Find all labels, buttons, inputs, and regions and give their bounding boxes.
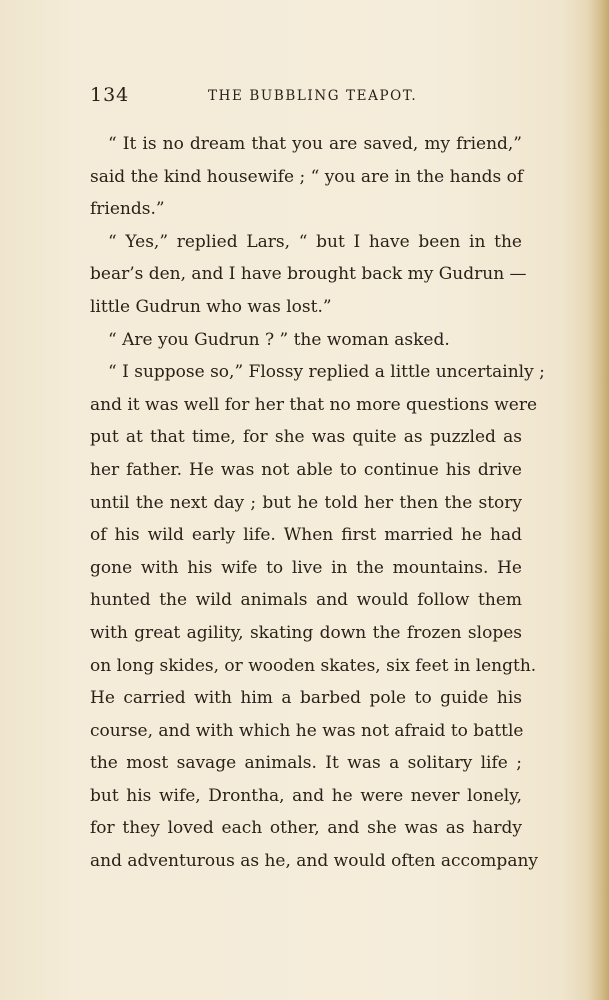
text-line: for they loved each other, and she was as hardy: [90, 818, 522, 839]
text-line: and it was well for her that no more questions were: [90, 394, 538, 415]
text-line: course, and with which he was not afraid to battle: [90, 720, 524, 741]
text-line: friends.”: [90, 199, 165, 220]
text-line: hunted the wild animals and would follow them: [90, 590, 522, 611]
text-line: until the next day ; but he told her then the story: [90, 492, 522, 513]
page-edge-shadow: [587, 0, 609, 1000]
page-number: 134: [90, 84, 130, 106]
text-line: “ Yes,” replied Lars, “ but I have been in the: [108, 231, 522, 252]
text-line: gone with his wife to live in the mountains. He: [90, 557, 522, 578]
text-line: on long skides, or wooden skates, six feet in length.: [90, 655, 537, 676]
text-line: but his wife, Drontha, and he were never lonely,: [90, 785, 522, 806]
text-line: “ Are you Gudrun ? ” the woman asked.: [108, 329, 450, 350]
page-header: [90, 84, 522, 108]
text-line: with great agility, skating down the frozen slopes: [90, 622, 522, 643]
text-line: put at that time, for she was quite as puzzled as: [90, 427, 522, 448]
text-line: and adventurous as he, and would often accompany: [90, 851, 539, 872]
text-line: said the kind housewife ; “ you are in the hands of: [90, 166, 524, 187]
running-title: THE BUBBLING TEAPOT.: [208, 88, 418, 104]
text-line: little Gudrun who was lost.”: [90, 296, 332, 317]
body-text: [90, 128, 545, 878]
text-line: bear’s den, and I have brought back my Gudrun —: [90, 264, 527, 285]
text-line: her father. He was not able to continue his drive: [90, 459, 522, 480]
text-line: He carried with him a barbed pole to guide his: [90, 688, 522, 709]
text-line: of his wild early life. When first married he had: [90, 525, 522, 546]
text-line: “ I suppose so,” Flossy replied a little uncertainly ;: [108, 362, 545, 383]
text-line: “ It is no dream that you are saved, my friend,”: [108, 134, 522, 154]
text-line: the most savage animals. It was a solitary life ;: [90, 753, 522, 774]
